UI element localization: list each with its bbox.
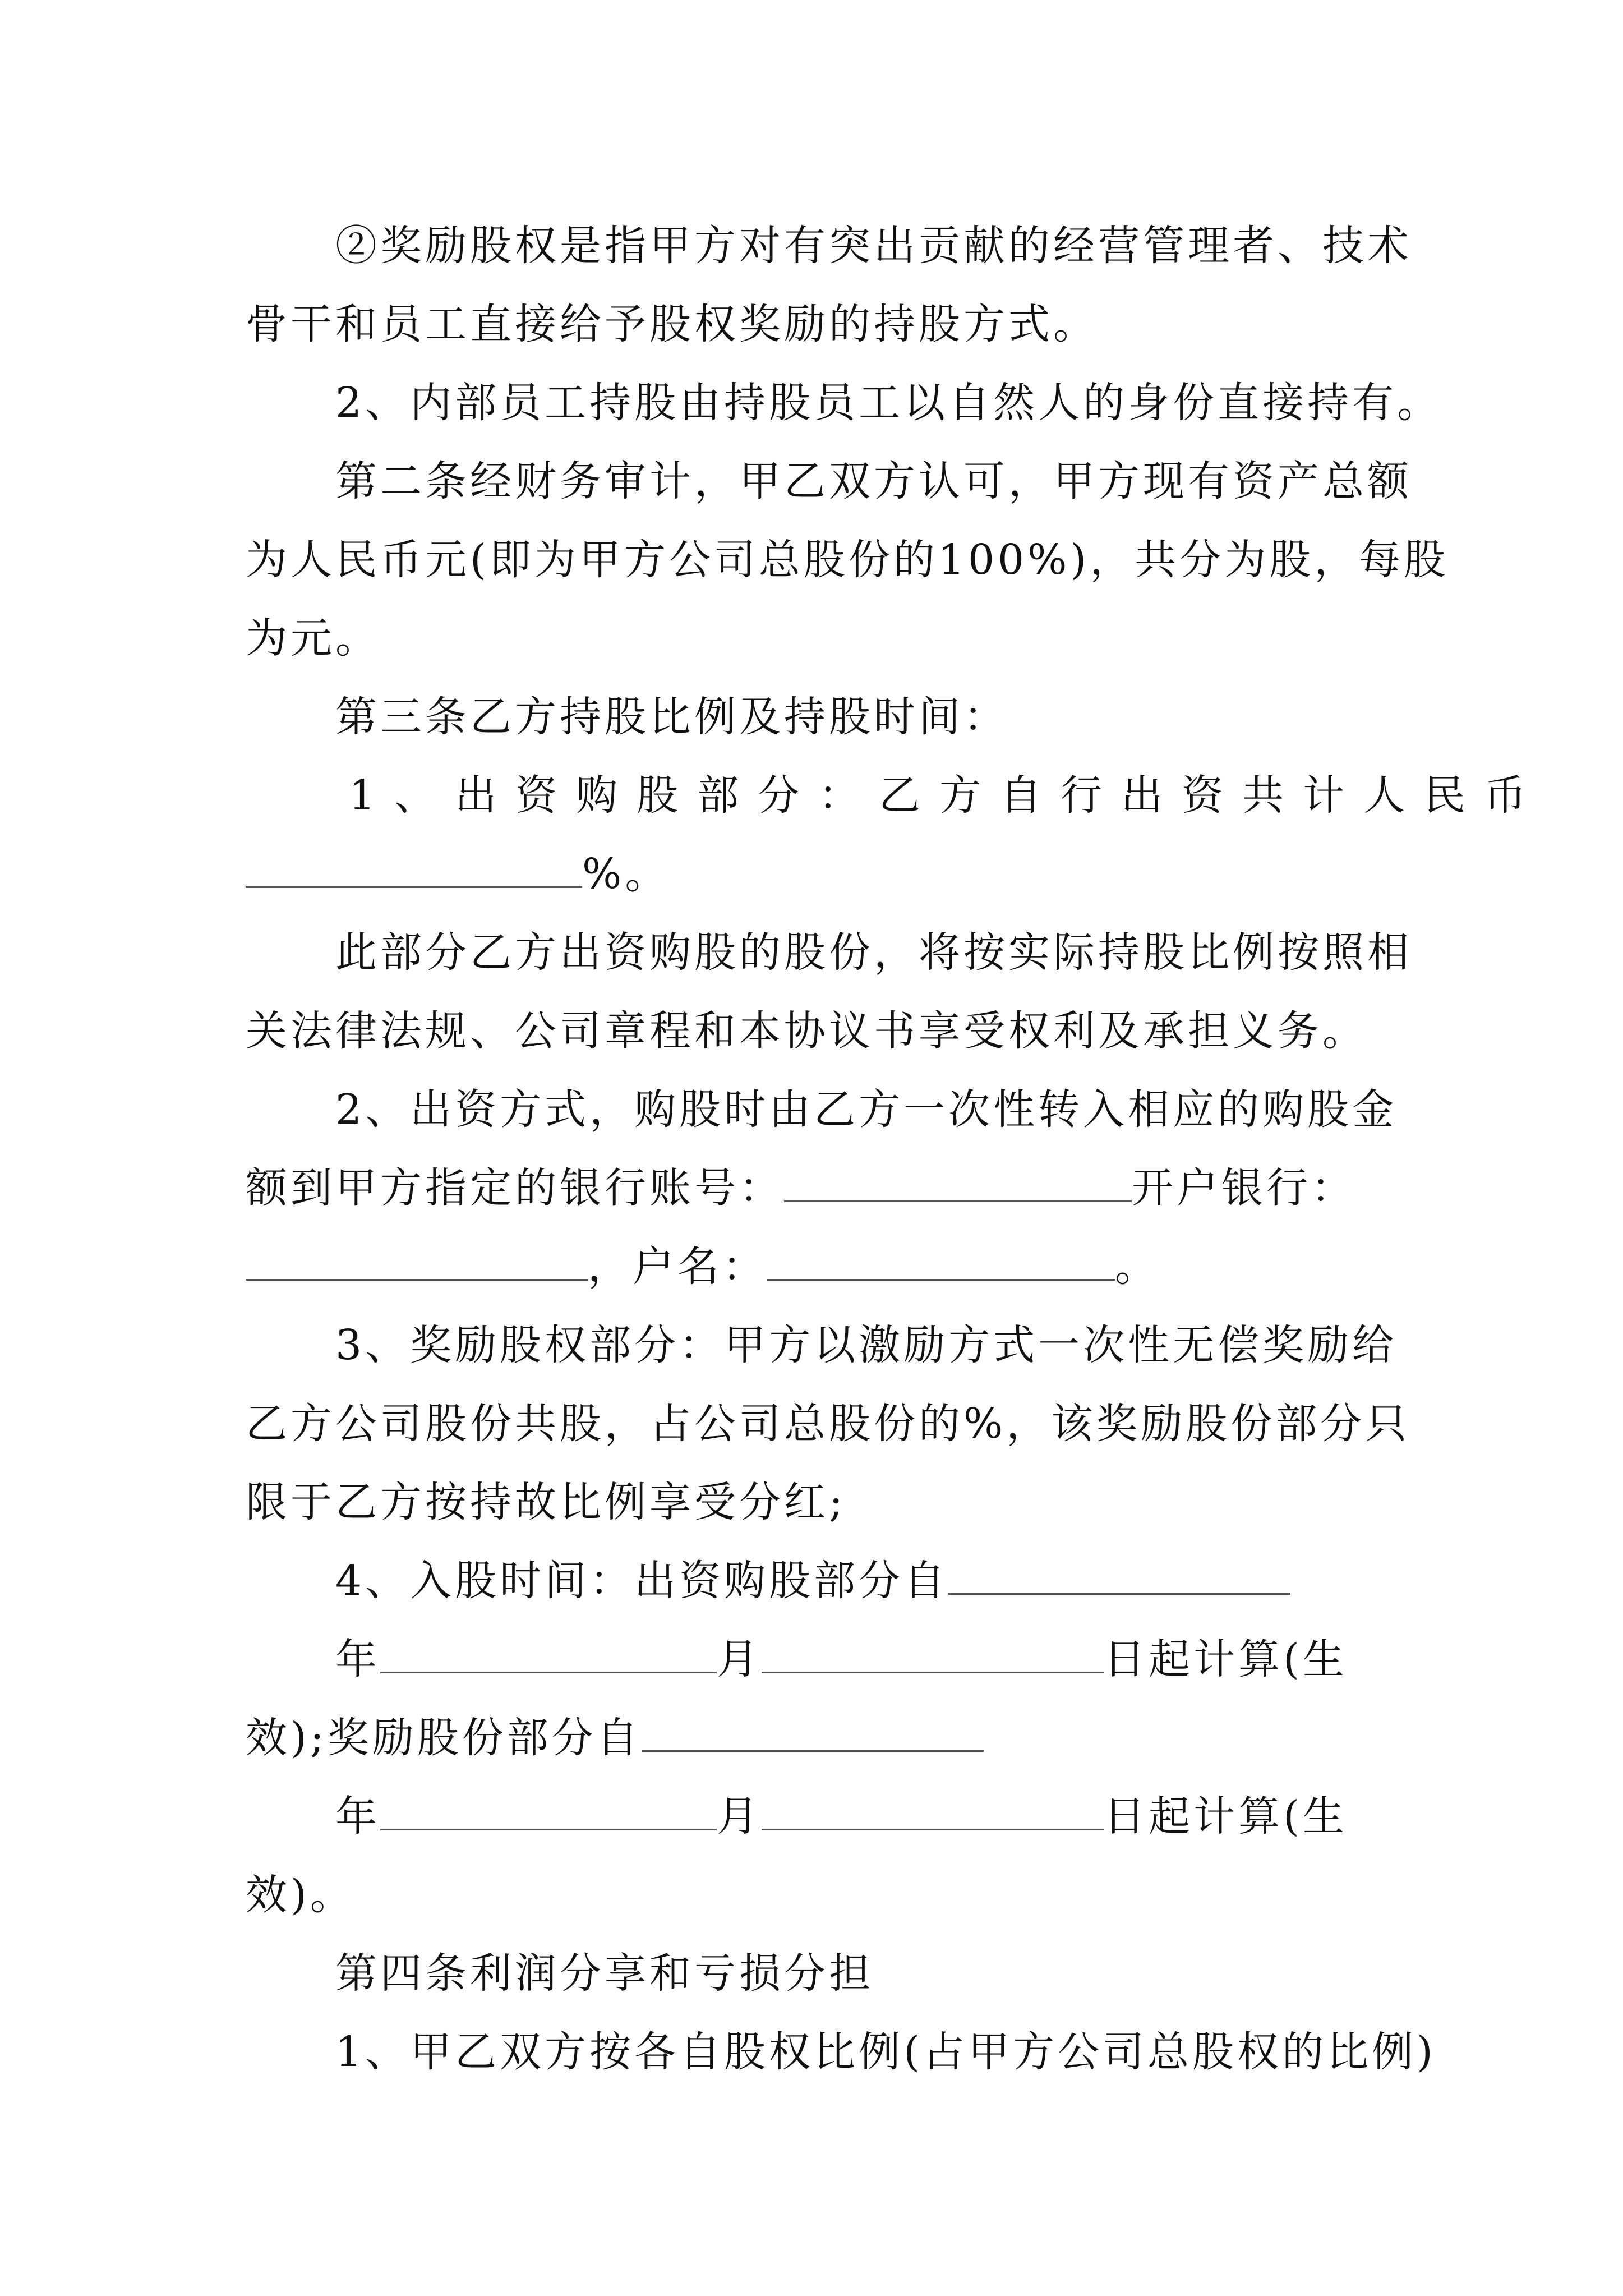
paragraph-line	[246, 1239, 1160, 1295]
paragraph-line	[246, 1710, 984, 1766]
text: ②奖励股权是指甲方对有突出贡献的经营管理者、技术	[335, 222, 1412, 270]
text: 日起计算(生	[1104, 1792, 1348, 1841]
text: 3、奖励股权部分：甲方以激励方式一次性无偿奖励给	[335, 1321, 1398, 1369]
fill-blank[interactable]	[762, 1632, 1104, 1673]
fill-blank[interactable]	[380, 1789, 717, 1830]
text: 1、甲乙双方按各自股权比例(占甲方公司总股权的比例)	[335, 2028, 1436, 2076]
text: 骨干和员工直接给予股权奖励的持股方式。	[246, 300, 1098, 348]
text: 4、入股时间：出资购股部分自	[335, 1557, 949, 1605]
text: 效)。	[246, 1871, 355, 1919]
paragraph-line	[246, 1160, 1356, 1216]
text: 2、内部员工持股由持股员工以自然人的身份直接持有。	[335, 379, 1442, 427]
fill-blank[interactable]	[762, 1789, 1104, 1830]
paragraph-line	[335, 453, 1412, 509]
text: 为人民币元(即为甲方公司总股份的100%)，共分为股，每股	[246, 536, 1449, 584]
fill-blank[interactable]	[246, 847, 582, 888]
text: 日起计算(生	[1104, 1635, 1348, 1683]
text: 第三条乙方持股比例及持股时间：	[335, 693, 1008, 741]
text: 第二条经财务审计，甲乙双方认可，甲方现有资产总额	[335, 457, 1412, 505]
paragraph-line	[335, 1788, 1348, 1844]
paragraph-line	[246, 1867, 355, 1923]
text: 关法律法规、公司章程和本协议书享受权利及承担义务。	[246, 1007, 1367, 1055]
fill-blank[interactable]	[784, 1161, 1132, 1202]
text: 为元。	[246, 614, 380, 662]
paragraph-line	[246, 846, 670, 902]
fill-blank[interactable]	[948, 1554, 1290, 1595]
fill-blank[interactable]	[767, 1240, 1115, 1281]
paragraph-line	[335, 1082, 1397, 1138]
text: 限于乙方按持故比例享受分红;	[246, 1478, 846, 1526]
paragraph-line	[335, 2024, 1436, 2080]
paragraph-line	[246, 610, 380, 666]
paragraph-line	[246, 1474, 846, 1530]
text: 1、出资购股部分：乙方自行出资共计人民币	[349, 771, 1546, 820]
paragraph-line	[335, 375, 1442, 431]
fill-blank[interactable]	[380, 1632, 717, 1673]
text: %。	[582, 850, 670, 898]
paragraph-line	[349, 767, 1545, 823]
paragraph-line	[335, 218, 1412, 274]
text: 第四条利润分享和亏损分担	[335, 1949, 874, 1998]
text: 月	[717, 1792, 762, 1841]
text: 年	[335, 1792, 380, 1841]
paragraph-line	[335, 1631, 1348, 1687]
text: ，户名：	[588, 1243, 767, 1291]
paragraph-line	[335, 1553, 1290, 1609]
text: 额到甲方指定的银行账号：	[246, 1164, 784, 1212]
text: 。	[1115, 1243, 1160, 1291]
text: 乙方公司股份共股，占公司总股份的%，该奖励股份部分只	[246, 1400, 1410, 1448]
text: 效);奖励股份部分自	[246, 1714, 642, 1762]
paragraph-line	[246, 296, 1098, 352]
paragraph-line	[246, 1396, 1410, 1452]
text: 月	[717, 1635, 762, 1683]
paragraph-line	[246, 1003, 1367, 1059]
text: 年	[335, 1635, 380, 1683]
fill-blank[interactable]	[642, 1711, 984, 1752]
paragraph-line	[335, 924, 1412, 981]
section-heading	[335, 689, 1008, 745]
text: 2、出资方式，购股时由乙方一次性转入相应的购股金	[335, 1085, 1398, 1134]
text: 此部分乙方出资购股的股份，将按实际持股比例按照相	[335, 928, 1412, 977]
fill-blank[interactable]	[246, 1240, 588, 1281]
paragraph-line	[246, 532, 1449, 588]
section-heading	[335, 1945, 874, 2001]
paragraph-line	[335, 1317, 1397, 1373]
text: 开户银行：	[1132, 1164, 1356, 1212]
